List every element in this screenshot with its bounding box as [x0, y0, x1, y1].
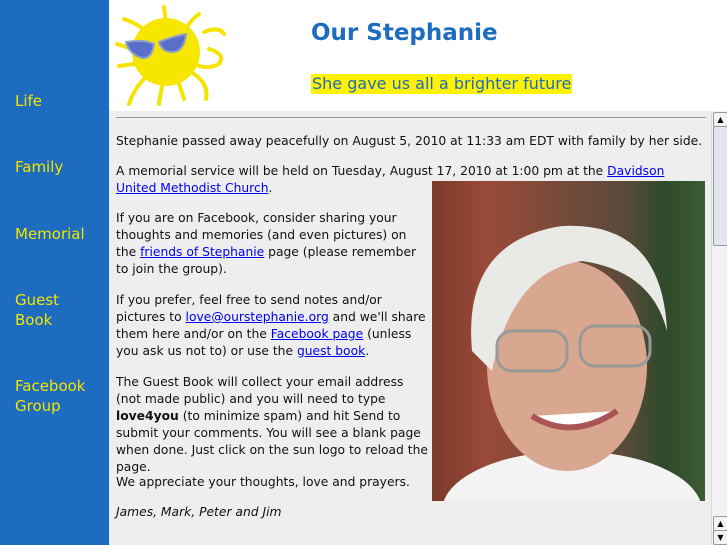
- scroll-up-button[interactable]: ▲: [713, 112, 727, 127]
- vertical-scrollbar[interactable]: [711, 111, 727, 545]
- paragraph-notes: [116, 292, 431, 360]
- tagline: She gave us all a brighter future: [312, 74, 572, 93]
- paragraph-facebook: [116, 210, 421, 278]
- scrollbar-thumb[interactable]: [713, 126, 727, 246]
- page-title: Our Stephanie: [311, 20, 498, 46]
- main-content: [109, 111, 711, 545]
- facebook-text-end: page (please remember to join the group).: [116, 245, 417, 276]
- nav-guest-book[interactable]: Guest Book: [15, 291, 60, 329]
- notes-text: If you prefer, feel free to send notes and/or pictures to: [116, 293, 382, 324]
- paragraph-passed-away: Stephanie passed away peacefully on August 5, 2010 at 11:33 am EDT with family by her side.: [116, 134, 703, 148]
- scroll-up-button-bottom[interactable]: ▲: [713, 516, 727, 531]
- paragraph-guest-book: [116, 374, 431, 476]
- scroll-down-button[interactable]: ▼: [713, 530, 727, 545]
- signature: James, Mark, Peter and Jim: [116, 505, 282, 519]
- friends-of-stephanie-link[interactable]: friends of Stephanie: [140, 245, 265, 259]
- notes-text-3: (unless you ask us not to) or use the: [116, 327, 412, 358]
- nav-memorial[interactable]: Memorial: [15, 225, 85, 243]
- password-text: love4you: [116, 409, 179, 423]
- email-link[interactable]: love@ourstephanie.org: [185, 310, 329, 324]
- divider: [116, 117, 706, 118]
- paragraph-memorial: [116, 163, 686, 197]
- paragraph-thanks: We appreciate your thoughts, love and prayers.: [116, 475, 410, 489]
- guest-book-text: The Guest Book will collect your email address (not made public) and you will need to type: [116, 375, 404, 406]
- nav-family[interactable]: Family: [15, 158, 64, 176]
- guest-book-link[interactable]: guest book: [296, 344, 366, 358]
- sun-logo[interactable]: [114, 4, 232, 110]
- period: .: [268, 181, 273, 195]
- nav-life[interactable]: Life: [15, 92, 43, 110]
- facebook-text: If you are on Facebook, consider sharing your thoughts and memories (and even pictures) on the: [116, 211, 407, 259]
- period: .: [365, 344, 370, 358]
- notes-text-2: and we'll share them here and/or on the: [116, 310, 426, 341]
- memorial-text: A memorial service will be held on Tuesday, August 17, 2010 at 1:00 pm at the: [116, 164, 608, 178]
- stephanie-photo: [432, 181, 705, 501]
- church-link[interactable]: Davidson United Methodist Church: [116, 164, 665, 195]
- facebook-page-link[interactable]: Facebook page: [270, 327, 364, 341]
- guest-book-text-end: (to minimize spam) and hit Send to submit your comments. You will see a blank page when done. Just click on the sun logo to reload the page.: [116, 409, 428, 474]
- nav-facebook-group[interactable]: Facebook Group: [15, 377, 86, 415]
- sidebar: [0, 0, 109, 545]
